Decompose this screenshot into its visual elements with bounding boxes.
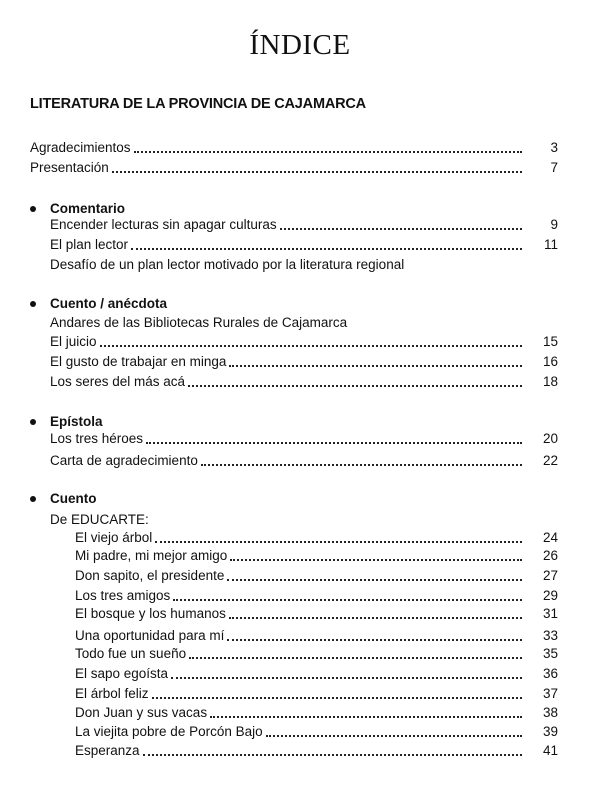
- toc-entry-label: Todo fue un sueño: [75, 646, 187, 661]
- toc-entry-label: Don sapito, el presidente: [75, 568, 225, 583]
- toc-entry[interactable]: [75, 565, 558, 585]
- toc-entry-page: 27: [542, 568, 558, 583]
- section-heading-label: Comentario: [50, 201, 126, 216]
- dot-leader: [280, 227, 522, 230]
- toc-entry-label: El sapo egoísta: [75, 666, 169, 681]
- dot-leader: [229, 364, 522, 367]
- toc-entry-page: 31: [542, 606, 558, 621]
- dot-leader: [100, 344, 522, 347]
- toc-entry-page: 18: [542, 374, 558, 389]
- toc-entry-page: 33: [542, 628, 558, 643]
- toc-subheading: De EDUCARTE:: [50, 512, 149, 527]
- toc-entry[interactable]: [75, 663, 558, 683]
- toc-entry-page: 3: [550, 140, 558, 155]
- toc-entry-page: 20: [542, 431, 558, 446]
- dot-leader: [146, 441, 522, 444]
- toc-entry-label: Los tres amigos: [75, 588, 171, 603]
- dot-leader: [266, 734, 522, 737]
- section-title: LITERATURA DE LA PROVINCIA DE CAJAMARCA: [30, 96, 366, 112]
- toc-entry-label: Presentación: [30, 160, 109, 175]
- toc-entry-label: Los tres héroes: [50, 431, 144, 446]
- toc-entry[interactable]: [75, 721, 558, 741]
- toc-entry-label: Una oportunidad para mí: [75, 628, 225, 643]
- dot-leader: [134, 150, 522, 153]
- toc-entry[interactable]: [75, 625, 558, 645]
- dot-leader: [227, 638, 522, 641]
- toc-entry-page: 16: [542, 354, 558, 369]
- toc-entry-label: Mi padre, mi mejor amigo: [75, 548, 228, 563]
- toc-entry[interactable]: [75, 740, 558, 760]
- toc-entry[interactable]: [50, 450, 558, 470]
- dot-leader: [173, 598, 522, 601]
- toc-entry-label: El gusto de trabajar en minga: [50, 354, 227, 369]
- dot-leader: [189, 656, 522, 659]
- bullet-icon: [30, 419, 36, 425]
- toc-entry-page: 15: [542, 334, 558, 349]
- toc-entry-page: 24: [542, 530, 558, 545]
- toc-entry-page: 11: [543, 237, 558, 252]
- toc-entry-label: La viejita pobre de Porcón Bajo: [75, 724, 263, 739]
- section-heading-label: Epístola: [50, 414, 103, 429]
- toc-entry-label: Encender lecturas sin apagar culturas: [50, 217, 277, 232]
- bullet-icon: [30, 301, 36, 307]
- section-heading-cuento: [30, 490, 97, 508]
- toc-entry[interactable]: [50, 331, 558, 351]
- toc-entry[interactable]: [50, 351, 558, 371]
- toc-entry[interactable]: [30, 157, 558, 177]
- toc-entry[interactable]: [75, 545, 558, 565]
- dot-leader: [227, 578, 522, 581]
- toc-entry-label: Agradecimientos: [30, 140, 131, 155]
- dot-leader: [152, 696, 522, 699]
- bullet-icon: [30, 496, 36, 502]
- toc-entry[interactable]: [50, 371, 558, 391]
- dot-leader: [143, 753, 522, 756]
- section-heading-label: Cuento: [50, 491, 97, 506]
- toc-entry-page: 37: [542, 686, 558, 701]
- toc-entry-label: Carta de agradecimiento: [50, 453, 198, 468]
- dot-leader: [230, 558, 522, 561]
- toc-entry[interactable]: [75, 527, 558, 547]
- dot-leader: [229, 616, 522, 619]
- toc-entry[interactable]: [75, 643, 558, 663]
- toc-entry-page: 7: [550, 160, 558, 175]
- toc-entry[interactable]: [50, 214, 558, 234]
- toc-entry-label: Don Juan y sus vacas: [75, 705, 208, 720]
- toc-entry[interactable]: [50, 234, 558, 254]
- dot-leader: [210, 715, 522, 718]
- toc-entry-page: 29: [542, 588, 558, 603]
- toc-entry-page: 36: [542, 666, 558, 681]
- toc-entry-label: Esperanza: [75, 743, 140, 758]
- toc-entry-label: El plan lector: [50, 237, 129, 252]
- toc-entry[interactable]: [75, 683, 558, 703]
- section-heading-label: Cuento / anécdota: [50, 296, 168, 311]
- toc-entry-page: 38: [542, 705, 558, 720]
- dot-leader: [131, 247, 522, 250]
- toc-entry-label: El juicio: [50, 334, 97, 349]
- toc-entry-page: 41: [542, 743, 558, 758]
- page-title: ÍNDICE: [249, 29, 351, 61]
- dot-leader: [112, 170, 522, 173]
- dot-leader: [171, 676, 522, 679]
- toc-entry[interactable]: [50, 428, 558, 448]
- dot-leader: [188, 384, 522, 387]
- dot-leader: [155, 540, 522, 543]
- toc-subheading: Andares de las Bibliotecas Rurales de Cajamarca: [50, 315, 348, 330]
- toc-entry-label: El árbol feliz: [75, 686, 149, 701]
- toc-entry-label: El bosque y los humanos: [75, 606, 226, 621]
- dot-leader: [201, 463, 522, 466]
- toc-entry-page: 26: [542, 548, 558, 563]
- toc-entry[interactable]: [75, 585, 558, 605]
- toc-entry-page: 35: [542, 646, 558, 661]
- section-heading-cuento-anecdota: [30, 295, 167, 313]
- toc-entry[interactable]: [75, 702, 558, 722]
- bullet-icon: [30, 206, 36, 212]
- toc-entry-page: 9: [550, 217, 558, 232]
- toc-entry-label: El viejo árbol: [75, 530, 153, 545]
- toc-entry-label: Los seres del más acá: [50, 374, 186, 389]
- toc-entry-page: 22: [542, 453, 558, 468]
- toc-entry[interactable]: [75, 603, 558, 623]
- toc-entry-page: 39: [542, 724, 558, 739]
- toc-note: Desafío de un plan lector motivado por la literatura regional: [50, 257, 405, 272]
- toc-entry[interactable]: [30, 137, 558, 157]
